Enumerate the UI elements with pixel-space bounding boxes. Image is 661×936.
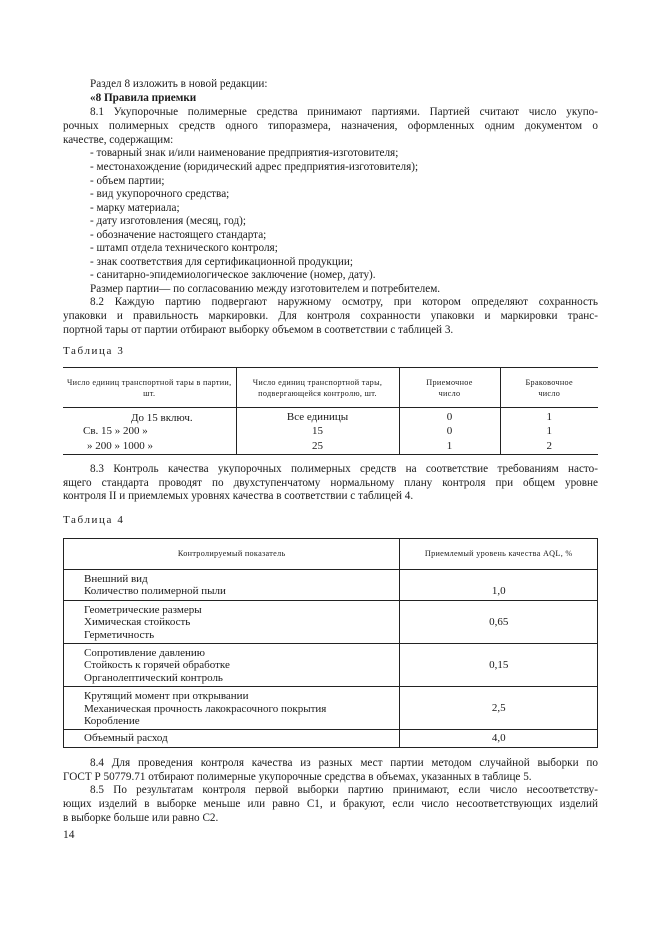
list-item: - объем партии; <box>90 175 165 187</box>
table-cell <box>64 730 400 747</box>
table-cell: Св. 15 » 200 » <box>63 424 236 438</box>
para-8-5-line-2: ющих изделий в выборке меньше или равно C1, и бракуют, если число несоответствующих изделий <box>63 798 598 810</box>
para-8-1-line-3: качестве, содержащим: <box>63 134 174 146</box>
indicator-name: Механическая прочность лакокрасочного покрытия <box>84 702 327 715</box>
table-cell <box>64 687 400 730</box>
aql-value: 1,0 <box>491 585 506 598</box>
table-cell: 0 <box>399 424 500 438</box>
aql-value: 2,5 <box>491 702 506 715</box>
para-8-1-line-2: рочных полимерных средств одного типоразмера, назначения, оформленных одним документом о <box>63 120 598 132</box>
table-cell: Все единицы <box>236 408 399 425</box>
table-4-caption: Таблица 4 <box>63 514 125 526</box>
para-8-2-line-3: портной тары от партии отбирают выборку объемом в соответствии с таблицей 3. <box>63 324 454 336</box>
table-cell: 15 <box>236 424 399 438</box>
table-row <box>63 439 598 455</box>
table-row <box>64 600 598 643</box>
indicator-name: Химическая стойкость <box>84 616 191 629</box>
para-8-3-line-3: контроля II и приемлемых уровнях качества в соответствии с таблицей 4. <box>63 490 414 502</box>
intro-line: Раздел 8 изложить в новой редакции: <box>90 78 268 90</box>
table-row <box>64 570 598 601</box>
table-cell <box>64 570 400 601</box>
para-8-1-line-1: 8.1 Укупорочные полимерные средства принимают партиями. Партией считают число укупо- <box>90 106 598 118</box>
para-8-5-line-1: 8.5 По результатам контроля первой выборки партию принимают, если число несоответству- <box>90 784 598 796</box>
para-8-4-line-1: 8.4 Для проведения контроля качества из разных мест партии методом случайной выборки по <box>90 757 598 769</box>
indicator-name: Герметичность <box>84 628 155 641</box>
indicator-name: Коробление <box>84 715 140 728</box>
indicator-name: Крутящий момент при открывании <box>84 690 249 703</box>
para-8-2-line-2: упаковки и правильность маркировки. Для контроля сохранности упаковки и маркировки транс- <box>63 310 598 322</box>
table-row <box>64 730 598 747</box>
indicator-name: Геометрические размеры <box>84 603 202 616</box>
list-item: - обозначение настоящего стандарта; <box>90 229 267 241</box>
list-item: - санитарно-эпидемиологическое заключение (номер, дату). <box>90 269 376 281</box>
indicator-name: Сопротивление давлению <box>84 647 205 660</box>
list-item: - местонахождение (юридический адрес предприятия-изготовителя); <box>90 161 419 173</box>
aql-value: 0,65 <box>489 615 509 628</box>
table-cell: 25 <box>236 439 399 455</box>
table-cell: » 200 » 1000 » <box>63 439 236 455</box>
list-item: - знак соответствия для сертификационной продукции; <box>90 256 353 268</box>
list-item: - вид укупорочного средства; <box>90 188 230 200</box>
table-4-header-cell: Контролируемый показатель <box>64 539 400 570</box>
table-3-header-cell: Браковочное число <box>525 377 573 398</box>
table-cell: 1 <box>546 425 552 438</box>
table-cell: 1 <box>546 411 552 423</box>
table-3 <box>63 367 598 455</box>
para-8-3-line-2: ящего стандарта проводят по двухступенчатому нормальному плану контроля при общем уровне <box>63 477 598 489</box>
table-row <box>63 408 598 425</box>
indicator-name: Стойкость к горячей обработке <box>84 659 230 672</box>
lot-size-line: Размер партии— по согласованию между изготовителем и потребителем. <box>90 283 441 295</box>
para-8-4-line-2: ГОСТ Р 50779.71 отбирают полимерные укупорочные средства в объемах, указанных в таблице 5. <box>63 771 532 783</box>
aql-value: 4,0 <box>491 732 506 745</box>
table-4-header-cell: Приемлемый уровень качества AQL, % <box>424 548 573 558</box>
para-8-5-line-3: в выборке больше или равно C2. <box>63 812 219 824</box>
table-3-header <box>63 368 598 408</box>
table-cell <box>64 600 400 643</box>
list-item: - штамп отдела технического контроля; <box>90 242 278 254</box>
indicator-name: Количество полимерной пыли <box>84 585 226 598</box>
table-4-header <box>64 539 598 570</box>
para-8-2-line-1: 8.2 Каждую партию подвергают наружному осмотру, при котором определяют сохранность <box>90 296 598 308</box>
list-item: - дату изготовления (месяц, год); <box>90 215 246 227</box>
table-4 <box>63 538 598 748</box>
indicator-name: Объемный расход <box>84 732 168 745</box>
list-item: - марку материала; <box>90 202 180 214</box>
table-row <box>64 644 598 687</box>
para-8-3-line-1: 8.3 Контроль качества укупорочных полимерных средств на соответствие требованиям насто- <box>90 463 598 475</box>
table-cell <box>63 408 236 425</box>
table-3-header-cell: Приемочное число <box>399 368 500 408</box>
table-cell: 2 <box>546 439 552 452</box>
table-row <box>64 687 598 730</box>
table-3-header-cell: Число единиц транспортной тары, подвергающейся контролю, шт. <box>236 368 399 408</box>
table-3-header-cell: Число единиц транспортной тары в партии, шт. <box>63 368 236 408</box>
table-row <box>63 424 598 438</box>
section-title: «8 Правила приемки <box>90 92 197 104</box>
indicator-name: Органолептический контроль <box>84 671 223 684</box>
table-cell <box>64 644 400 687</box>
list-item: - товарный знак и/или наименование предприятия-изготовителя; <box>90 147 399 159</box>
page-number: 14 <box>63 829 75 841</box>
table-cell: 0 <box>399 408 500 425</box>
indicator-name: Внешний вид <box>84 573 148 585</box>
table-cell: 1 <box>399 439 500 455</box>
aql-value: 0,15 <box>489 658 509 671</box>
table-3-caption: Таблица 3 <box>63 345 125 357</box>
cell-text: До 15 включ. <box>131 411 193 424</box>
